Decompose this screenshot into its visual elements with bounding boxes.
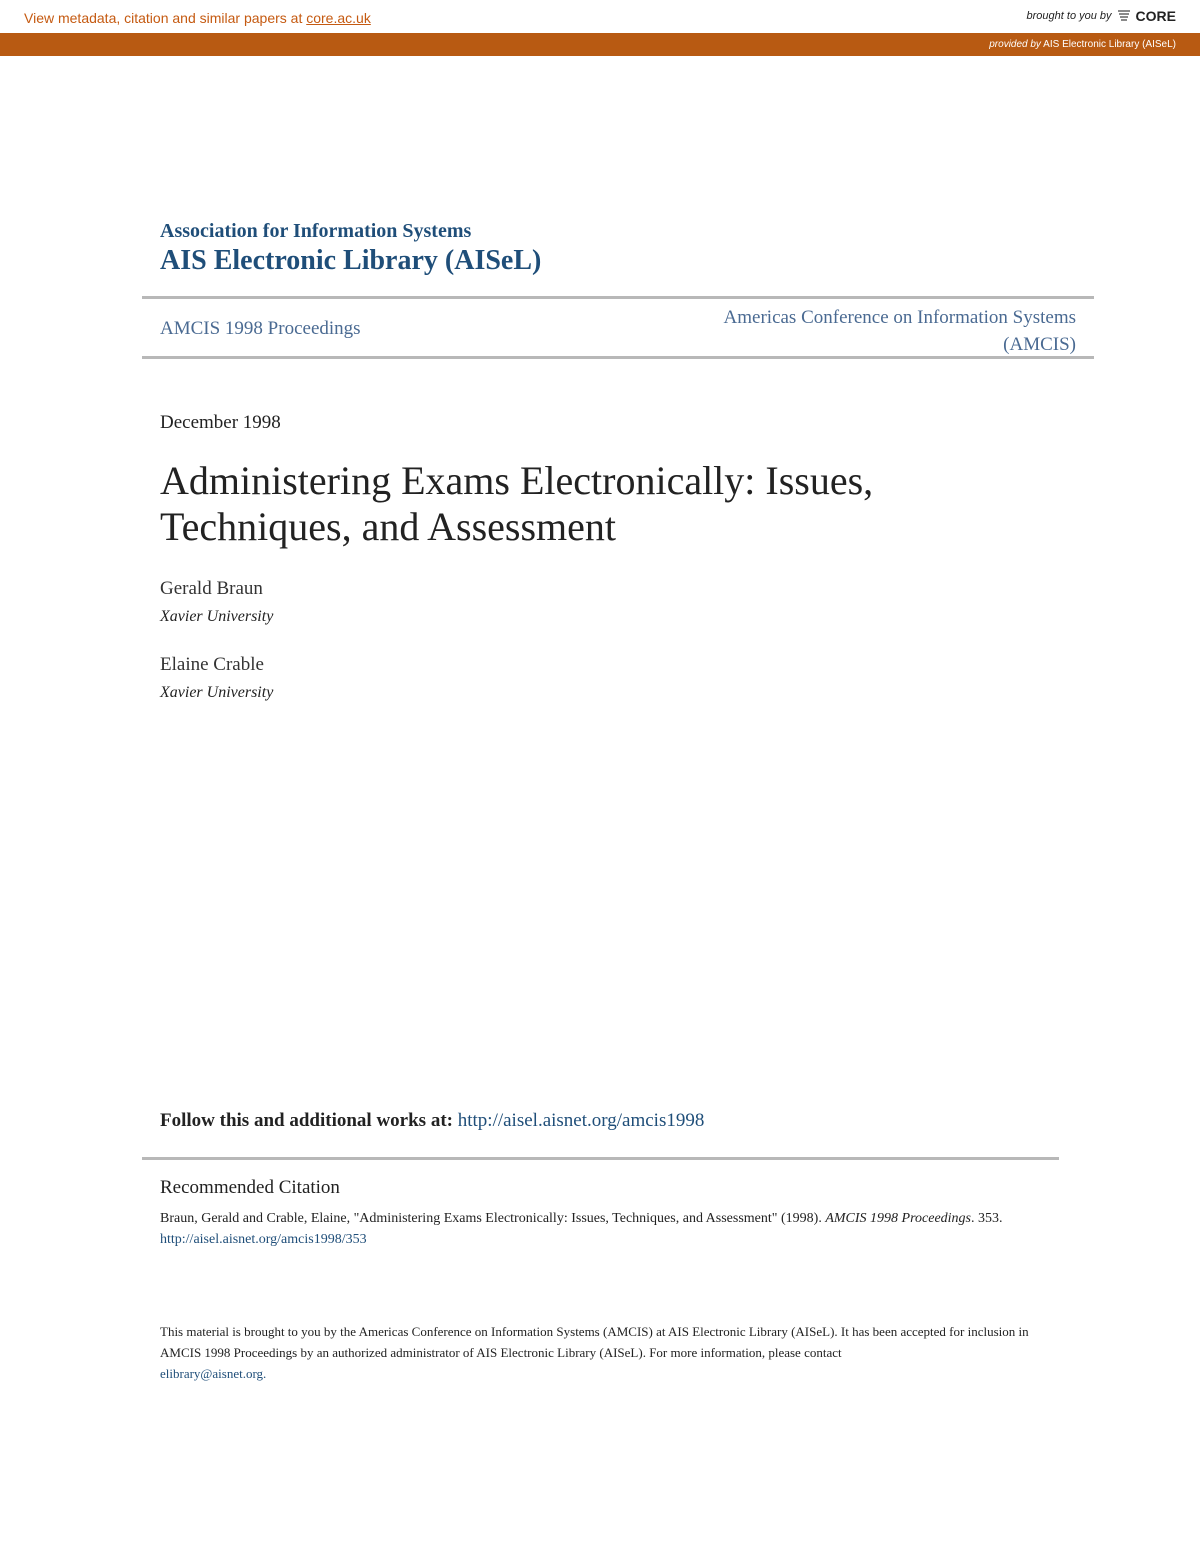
core-brought-text: brought to you by	[1026, 10, 1112, 22]
paper-title-line1: Administering Exams Electronically: Issues,	[160, 458, 874, 503]
conference-link-line2: (AMCIS)	[1003, 334, 1076, 355]
core-provided-by[interactable]	[989, 39, 1176, 50]
core-logo-text: CORE	[1135, 8, 1176, 24]
header-bottom-divider	[142, 356, 1094, 359]
core-metadata-line	[24, 10, 371, 26]
author-affiliation: Xavier University	[160, 684, 274, 701]
footer-note	[160, 1321, 1040, 1384]
author-affiliation: Xavier University	[160, 608, 274, 625]
recommended-citation-heading: Recommended Citation	[160, 1177, 340, 1198]
header-top-divider	[142, 296, 1094, 299]
paper-title	[160, 458, 1060, 550]
citation-venue: AMCIS 1998 Proceedings	[825, 1211, 972, 1226]
proceedings-link[interactable]: AMCIS 1998 Proceedings	[160, 318, 361, 339]
core-provided-prefix: provided by	[989, 39, 1041, 50]
follow-line	[160, 1110, 704, 1132]
citation-url-link[interactable]: http://aisel.aisnet.org/amcis1998/353	[160, 1232, 367, 1247]
author-name: Elaine Crable	[160, 654, 264, 675]
follow-label: Follow this and additional works at:	[160, 1110, 453, 1131]
library-name[interactable]: AIS Electronic Library (AISeL)	[160, 245, 542, 276]
recommended-citation-body	[160, 1208, 1040, 1250]
paper-title-line2: Techniques, and Assessment	[160, 504, 617, 549]
citation-text: Braun, Gerald and Crable, Elaine, "Administering Exams Electronically: Issues, Techniques, and Assessment" (1998).	[160, 1211, 826, 1226]
conference-link-line1: Americas Conference on Information Systems	[723, 307, 1076, 328]
core-provided-source: AIS Electronic Library (AISeL)	[1043, 39, 1176, 50]
core-brought-by[interactable]	[1027, 8, 1176, 24]
contact-email-link[interactable]: elibrary@aisnet.org.	[160, 1366, 267, 1381]
publication-date: December 1998	[160, 412, 281, 433]
conference-link[interactable]	[616, 304, 1076, 358]
core-link[interactable]: core.ac.uk	[306, 10, 371, 26]
core-logo-icon	[1116, 8, 1132, 24]
footer-text: This material is brought to you by the Americas Conference on Information Systems (AMCIS) at AIS Electronic Library (AISeL). It has been accepted for inclusion in AMCIS 1998 Proceedings by an authorized administrator of AIS Electronic Library (AISeL). For more information, please contact	[160, 1324, 1029, 1360]
association-name[interactable]: Association for Information Systems	[160, 220, 472, 242]
core-view-text: View metadata, citation and similar papers at	[24, 10, 307, 26]
follow-url-link[interactable]: http://aisel.aisnet.org/amcis1998	[457, 1110, 705, 1131]
follow-divider	[142, 1157, 1059, 1160]
author-name: Gerald Braun	[160, 578, 263, 599]
citation-number: . 353.	[971, 1211, 1003, 1226]
